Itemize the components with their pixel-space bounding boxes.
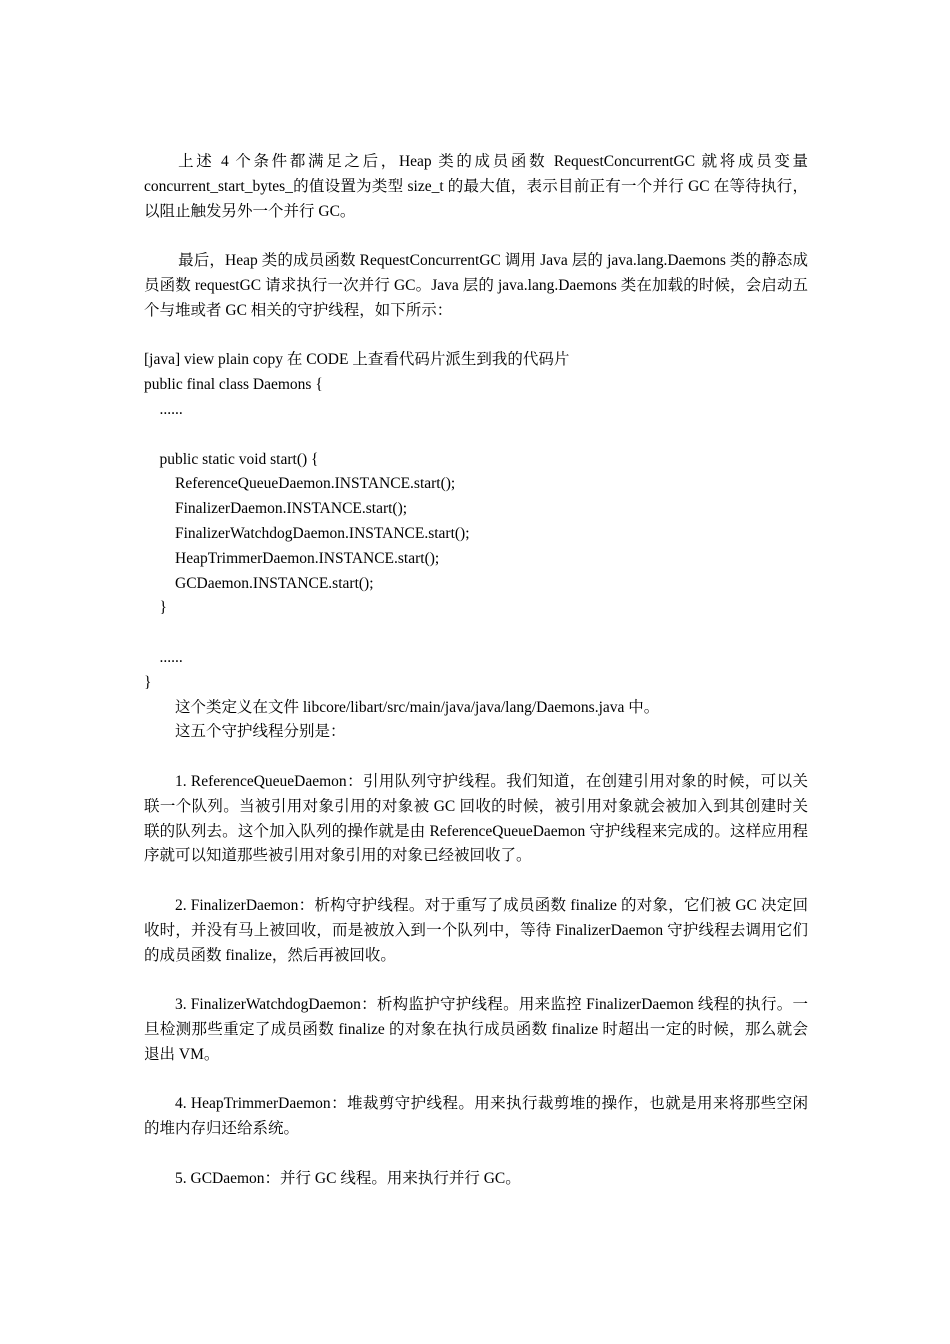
- spacer: [144, 324, 808, 349]
- code-line: }: [144, 599, 167, 617]
- code-line: ......: [144, 648, 183, 666]
- code-line: [144, 621, 808, 646]
- spacer: [144, 224, 808, 249]
- code-block: [144, 373, 808, 695]
- daemon-item-gc: 5. GCDaemon：并行 GC 线程。用来执行并行 GC。: [175, 1169, 521, 1187]
- intro-paragraph-1: 上述 4 个条件都满足之后，Heap 类的成员函数 RequestConcurrentGC 就将成员变量 concurrent_start_bytes_的值设置为类型 size_t 的最大值，表示目前正有一个并行 GC 在等待执行，以阻止触发另外一个并行 GC。: [144, 153, 808, 220]
- spacer: [144, 968, 808, 993]
- file-location-note: 这个类定义在文件 libcore/libart/src/main/java/java/lang/Daemons.java 中。: [175, 698, 660, 716]
- code-line: GCDaemon.INSTANCE.start();: [144, 574, 374, 592]
- code-line: FinalizerDaemon.INSTANCE.start();: [144, 500, 408, 518]
- code-line: public final class Daemons {: [144, 376, 323, 394]
- daemon-list-intro: 这五个守护线程分别是：: [175, 723, 346, 741]
- daemon-item-finalizer: 2. FinalizerDaemon：析构守护线程。对于重写了成员函数 finalize 的对象，它们被 GC 决定回收时，并没有马上被回收，而是被放入到一个队列中，等待 FinalizerDaemon 守护线程去调用它们的成员函数 finalize，然后再被回收。: [144, 896, 808, 964]
- daemon-item-heap-trimmer: 4. HeapTrimmerDaemon：堆裁剪守护线程。用来执行裁剪堆的操作，也就是用来将那些空闲的堆内存归还给系统。: [144, 1095, 808, 1138]
- daemon-item-reference-queue: 1. ReferenceQueueDaemon：引用队列守护线程。我们知道，在创建引用对象的时候，可以关联一个队列。当被引用对象引用的对象被 GC 回收的时候，被引用对象就会被加入到其创建时关联的队列去。这个加入队列的操作就是由 ReferenceQueueDaemon 守护线程来完成的。这样应用程序就可以知道那些被引用对象引用的对象已经被回收了。: [144, 772, 808, 865]
- code-line: FinalizerWatchdogDaemon.INSTANCE.start();: [144, 524, 470, 542]
- code-toolbar-text: [java] view plain copy 在 CODE 上查看代码片派生到我的代码片: [144, 351, 570, 369]
- spacer: [144, 745, 808, 770]
- code-line: HeapTrimmerDaemon.INSTANCE.start();: [144, 549, 440, 567]
- document-page: [144, 150, 808, 1191]
- code-line: }: [144, 673, 152, 691]
- spacer: [144, 869, 808, 894]
- code-line: ReferenceQueueDaemon.INSTANCE.start();: [144, 475, 456, 493]
- intro-paragraph-2: 最后，Heap 类的成员函数 RequestConcurrentGC 调用 Java 层的 java.lang.Daemons 类的静态成员函数 requestGC 请求执行一次并行 GC。Java 层的 java.lang.Daemons 类在加载的时候，会启动五个与堆或者 GC 相关的守护线程，如下所示：: [144, 252, 808, 319]
- spacer: [144, 1142, 808, 1167]
- spacer: [144, 1067, 808, 1092]
- code-line: public static void start() {: [144, 450, 319, 468]
- daemon-item-finalizer-watchdog: 3. FinalizerWatchdogDaemon：析构监护守护线程。用来监控 FinalizerDaemon 线程的执行。一旦检测那些重定了成员函数 finalize 的对象在执行成员函数 finalize 时超出一定的时候，那么就会退出 VM。: [144, 996, 808, 1063]
- code-line: ......: [144, 400, 183, 418]
- code-line: [144, 423, 808, 448]
